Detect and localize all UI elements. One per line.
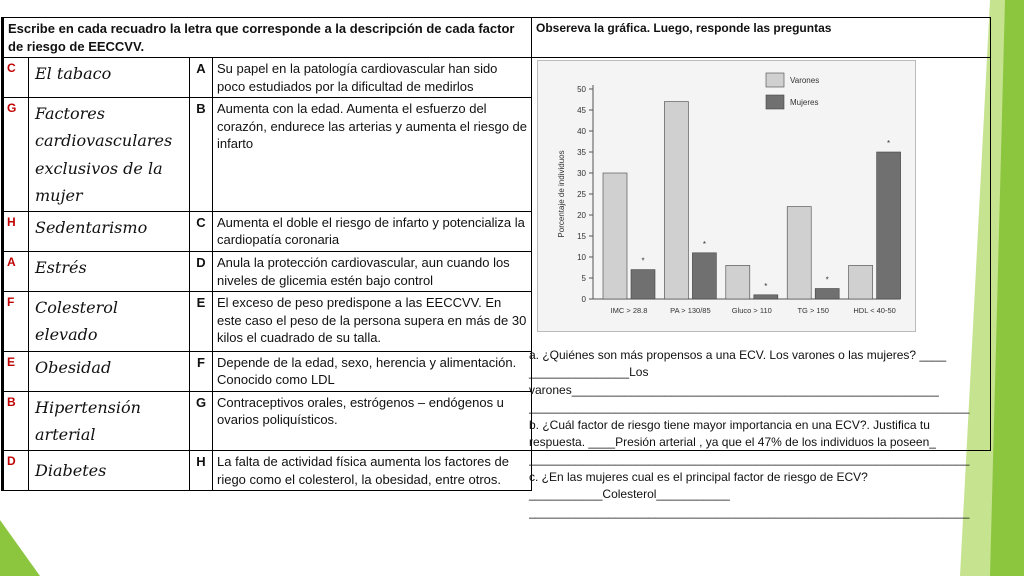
question-a-line3[interactable]: __________________________________________________________________: [529, 400, 970, 415]
y-tick-label: 50: [577, 85, 586, 94]
y-tick-label: 40: [577, 127, 586, 136]
legend-swatch: [766, 95, 784, 109]
risk-factor-chart: [537, 60, 916, 332]
significance-marker: *: [702, 239, 706, 249]
answer-cell[interactable]: G: [3, 98, 29, 212]
answer-cell[interactable]: B: [3, 391, 29, 450]
x-tick-label: HDL < 40-50: [853, 306, 896, 315]
right-header: Obsereva la gráfica. Luego, responde las preguntas: [532, 18, 991, 58]
y-tick-label: 5: [581, 274, 586, 283]
question-c-line3[interactable]: __________________________________________________________________: [529, 504, 970, 519]
desc-text: Su papel en la patología cardiovascular han sido poco estudiados por la dificultad de medirlos: [213, 58, 532, 98]
bar-varones: [787, 207, 811, 299]
x-tick-label: PA > 130/85: [670, 306, 711, 315]
y-tick-label: 45: [577, 106, 586, 115]
factor-name: Sedentarismo: [29, 211, 190, 251]
bar-mujeres: [877, 152, 901, 299]
desc-letter: D: [190, 252, 213, 292]
question-a-line1[interactable]: a. ¿Quiénes son más propensos a una ECV. Los varones o las mujeres? ____ _______________Los: [529, 348, 947, 380]
desc-letter: G: [190, 391, 213, 450]
desc-text: Contraceptivos orales, estrógenos – endógenos u ovarios poliquísticos.: [213, 391, 532, 450]
answer-cell[interactable]: F: [3, 292, 29, 351]
desc-text: Depende de la edad, sexo, herencia y alimentación. Conocido como LDL: [213, 351, 532, 391]
desc-letter: H: [190, 450, 213, 490]
y-tick-label: 15: [577, 232, 586, 241]
x-tick-label: IMC > 28.8: [610, 306, 648, 315]
desc-letter: C: [190, 211, 213, 251]
question-b-line2[interactable]: __________________________________________________________________: [529, 452, 970, 467]
y-tick-label: 25: [577, 190, 586, 199]
bar-mujeres: [754, 295, 778, 299]
y-axis-label: Porcentaje de individuos: [557, 150, 566, 238]
question-c-line2[interactable]: ___________Colesterol___________: [529, 487, 730, 502]
desc-text: Aumenta con la edad. Aumenta el esfuerzo del corazón, endurece las arterias y aumenta el riesgo de infarto: [213, 98, 532, 212]
bar-mujeres: [815, 289, 839, 300]
factor-name: Colesterol elevado: [29, 292, 190, 351]
legend-label: Varones: [790, 76, 820, 85]
answer-cell[interactable]: D: [3, 450, 29, 490]
question-c-line1: c. ¿En las mujeres cual es el principal factor de riesgo de ECV?: [529, 469, 868, 484]
factor-name: Obesidad: [29, 351, 190, 391]
y-tick-label: 30: [577, 169, 586, 178]
x-tick-label: TG > 150: [797, 306, 829, 315]
y-tick-label: 0: [581, 295, 586, 304]
factor-name: Estrés: [29, 252, 190, 292]
desc-text: La falta de actividad física aumenta los factores de riego como el colesterol, la obesidad, entre otros.: [213, 450, 532, 490]
significance-marker: *: [887, 139, 891, 148]
questions-block: [529, 347, 984, 521]
left-header: Escribe en cada recuadro la letra que corresponde a la descripción de cada factor de riesgo de EECCVV.: [3, 18, 532, 58]
factor-name: El tabaco: [29, 58, 190, 98]
bar-varones: [664, 102, 688, 299]
bar-varones: [603, 173, 627, 299]
question-b-line1[interactable]: b. ¿Cuál factor de riesgo tiene mayor importancia en una ECV?. Justifica tu respuesta. ____Presión arterial , ya que el 47% de los individuos la poseen_: [529, 417, 936, 449]
significance-marker: *: [764, 281, 768, 291]
legend-label: Mujeres: [790, 98, 819, 107]
bar-mujeres: [631, 270, 655, 299]
desc-letter: E: [190, 292, 213, 351]
significance-marker: *: [825, 275, 829, 285]
desc-letter: A: [190, 58, 213, 98]
desc-letter: F: [190, 351, 213, 391]
bar-varones: [726, 265, 750, 299]
desc-text: Aumenta el doble el riesgo de infarto y potencializa la cardiopatía coronaria: [213, 211, 532, 251]
x-tick-label: Gluco > 110: [731, 306, 772, 315]
desc-text: El exceso de peso predispone a las EECCVV. En este caso el peso de la persona supera en más de 30 kilos el cuadrado de su talla.: [213, 292, 532, 351]
chart-svg: [538, 61, 915, 331]
factor-name: Hipertensión arterial: [29, 391, 190, 450]
y-tick-label: 35: [577, 148, 586, 157]
desc-text: Anula la protección cardiovascular, aun cuando los niveles de glicemia estén bajo control: [213, 252, 532, 292]
desc-letter: B: [190, 98, 213, 212]
answer-cell[interactable]: E: [3, 351, 29, 391]
question-a-line2[interactable]: varones_______________________________________________________: [529, 382, 939, 397]
answer-cell[interactable]: H: [3, 211, 29, 251]
legend-swatch: [766, 73, 784, 87]
significance-marker: *: [641, 256, 645, 266]
answer-cell[interactable]: A: [3, 252, 29, 292]
y-tick-label: 20: [577, 211, 586, 220]
answer-cell[interactable]: C: [3, 58, 29, 98]
y-tick-label: 10: [577, 253, 586, 262]
factor-name: Diabetes: [29, 450, 190, 490]
factor-name: Factores cardiovasculares exclusivos de la mujer: [29, 98, 190, 212]
bar-varones: [849, 265, 873, 299]
bar-mujeres: [692, 253, 716, 299]
